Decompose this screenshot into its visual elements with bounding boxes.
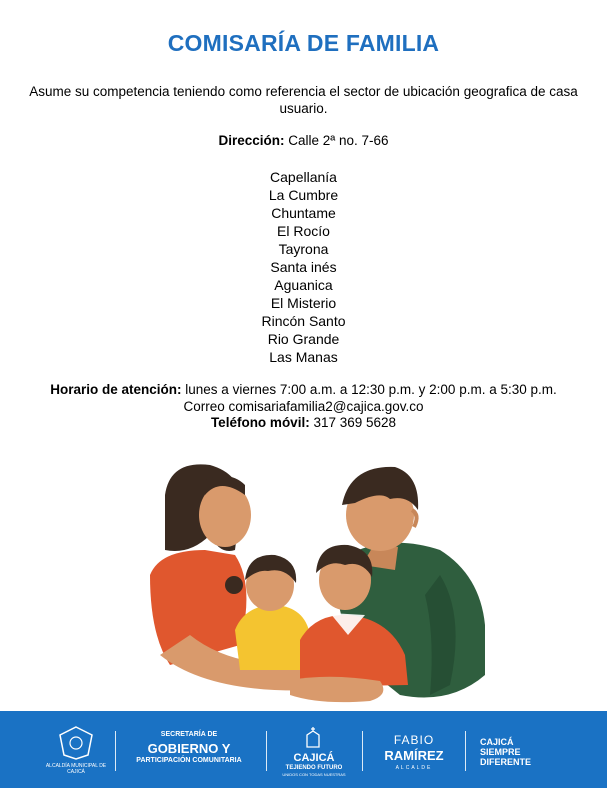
address-line — [0, 133, 607, 148]
list-item: Rio Grande — [267, 331, 340, 347]
email-line[interactable]: Correo comisariafamilia2@cajica.gov.co — [183, 398, 424, 414]
mayor-role: ALCALDE — [395, 765, 433, 771]
list-item: Las Manas — [269, 349, 338, 365]
family-illustration — [150, 455, 500, 710]
list-item: Rincón Santo — [261, 313, 346, 329]
divider — [115, 731, 116, 771]
list-item: Tayrona — [278, 241, 329, 257]
mayor-first: FABIO — [393, 733, 435, 747]
cajica-tag: TEJIENDO FUTURO — [285, 765, 343, 771]
intro-text: Asume su competencia teniendo como referencia el sector de ubicación geografica de casa usuario. — [29, 84, 578, 116]
sector-list — [0, 168, 607, 366]
mayor-last: RAMÍREZ — [384, 748, 444, 763]
phone-line — [0, 415, 607, 432]
divider — [362, 731, 363, 771]
divider — [465, 731, 466, 771]
list-item: Aguanica — [274, 277, 333, 293]
list-item: Capellanía — [270, 169, 337, 185]
cajica-tag2: UNIDOS CON TODAS NUESTRAS — [282, 772, 346, 777]
address-label: Dirección: — [218, 133, 285, 148]
footer-bar — [0, 711, 607, 788]
secretaria-small: SECRETARÍA DE — [160, 731, 218, 738]
church-icon — [301, 725, 325, 749]
page-title: COMISARÍA DE FAMILIA — [167, 30, 440, 56]
slogan-3: DIFERENTE — [480, 757, 532, 767]
schedule-label: Horario de atención: — [50, 382, 182, 397]
list-item: El Rocío — [277, 223, 330, 239]
address-value: Calle 2ª no. 7-66 — [284, 133, 389, 148]
secretaria-sub: PARTICIPACIÓN COMUNITARIA — [136, 757, 242, 764]
list-item: Santa inés — [270, 259, 337, 275]
list-item: Chuntame — [271, 205, 336, 221]
crest-caption: ALCALDÍA MUNICIPAL DE CAJICÁ — [45, 763, 107, 775]
phone-value: 317 369 5628 — [309, 415, 397, 430]
list-item: La Cumbre — [268, 187, 339, 203]
slogan-2: SIEMPRE — [480, 747, 521, 757]
divider — [266, 731, 267, 771]
crest-icon — [56, 725, 96, 761]
slogan-1: CAJICÁ — [480, 737, 514, 747]
list-item: El Misterio — [270, 295, 337, 311]
contact-block — [0, 382, 607, 432]
cajica-name: CAJICÁ — [293, 752, 335, 764]
phone-label: Teléfono móvil: — [210, 415, 310, 430]
schedule-value: lunes a viernes 7:00 a.m. a 12:30 p.m. y 2:00 p.m. a 5:30 p.m. — [181, 382, 557, 397]
schedule-line — [0, 382, 607, 399]
secretaria-big: GOBIERNO Y — [147, 741, 231, 756]
